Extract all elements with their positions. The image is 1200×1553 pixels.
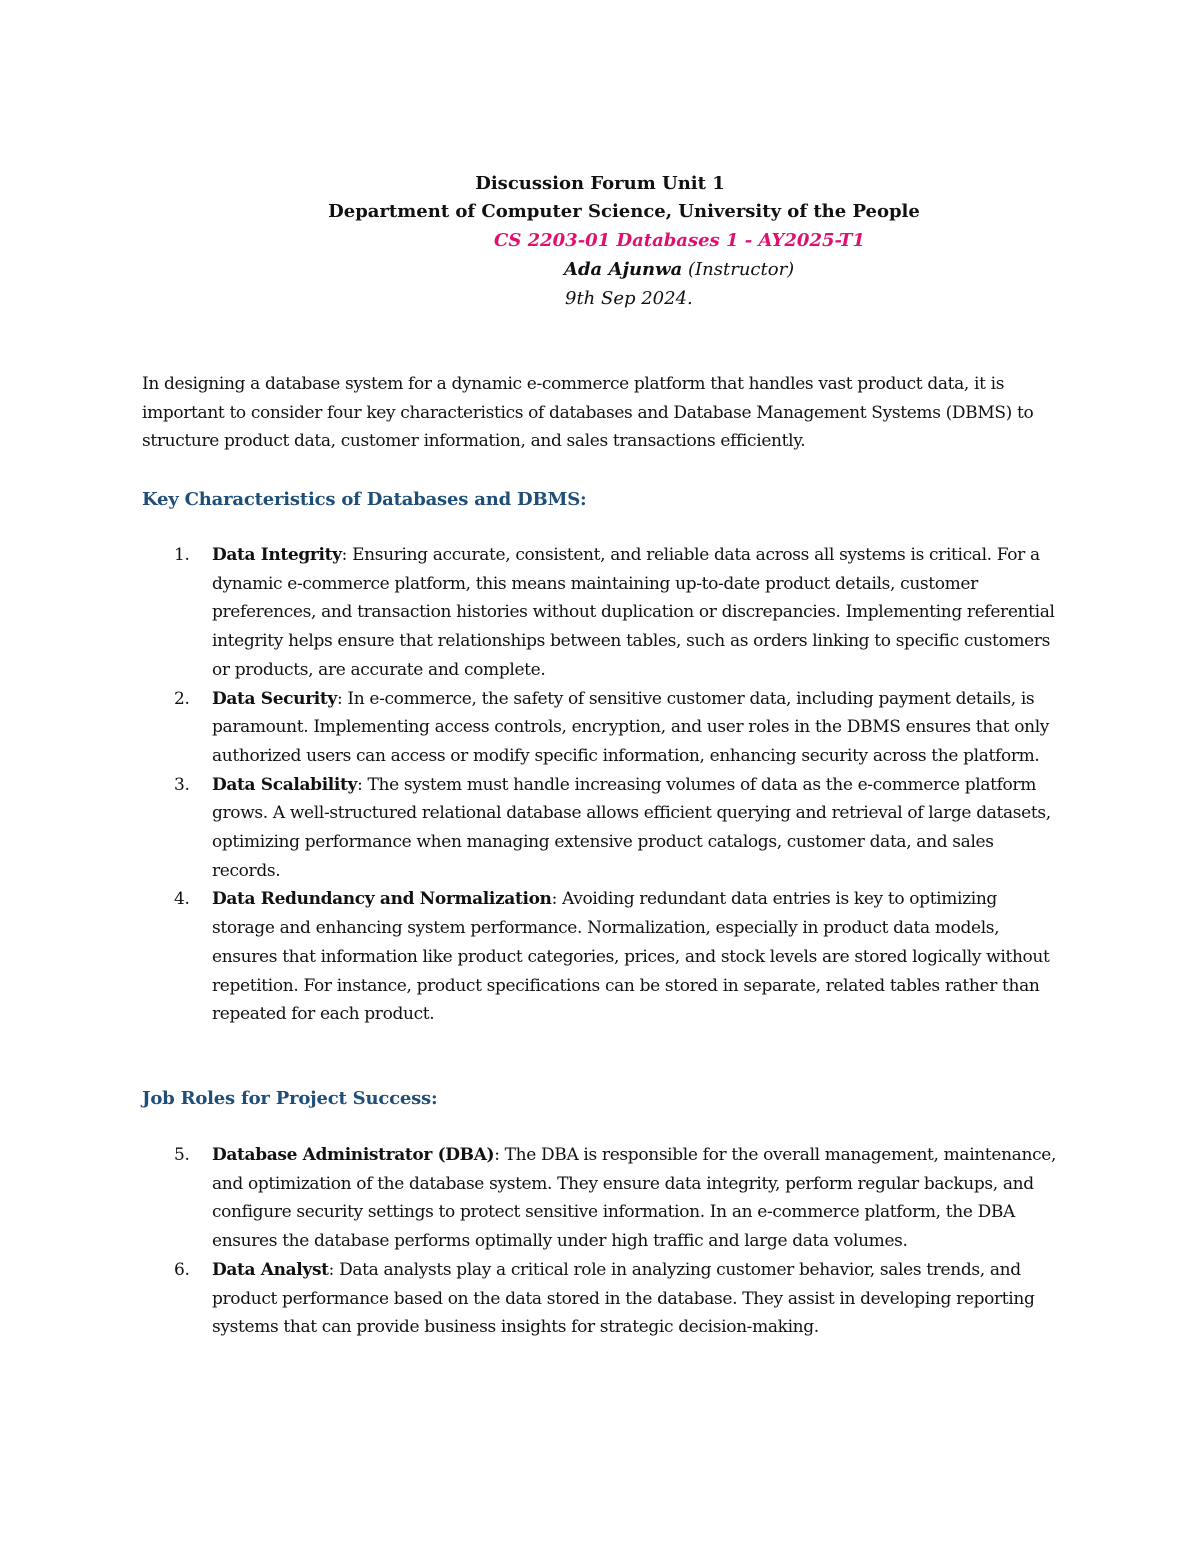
list-item xyxy=(0,1256,1062,1342)
list-item-text: : The DBA is responsible for the overall management, maintenance, and optimization of the database system. They ensure data integrity, perform regular backups, and configure security settings to protect sensitive information. In an e-commerce platform, the DBA ensures the database performs optimally under high traffic and large data volumes. xyxy=(212,1145,1057,1252)
list-item-number: 3. xyxy=(174,774,190,795)
characteristics-list xyxy=(0,541,1200,1029)
list-item-number: 4. xyxy=(174,889,190,910)
list-item-text: : Ensuring accurate, consistent, and reliable data across all systems is critical. For a dynamic e-commerce platform, this means maintaining up-to-date product details, customer preferences, and transaction histories without duplication or discrepancies. Implementing referential integrity helps ensure that relationships between tables, such as orders linking to specific customers or products, are accurate and complete. xyxy=(212,545,1055,680)
instructor-name: Ada Ajunwa xyxy=(564,259,683,280)
list-item xyxy=(0,885,1062,1029)
list-item xyxy=(0,685,1062,771)
list-item-text: : In e-commerce, the safety of sensitive customer data, including payment details, is paramount. Implementing access controls, encryption, and user roles in the DBMS ensures that only authorized users can access or modify specific information, enhancing security across the platform. xyxy=(212,688,1050,766)
list-item-term: Data Redundancy and Normalization xyxy=(212,889,552,910)
list-item xyxy=(0,1141,1062,1256)
list-item-term: Data Analyst xyxy=(212,1259,329,1280)
instructor-role: (Instructor) xyxy=(682,259,795,280)
list-item-text: : The system must handle increasing volumes of data as the e-commerce platform grows. A well-structured relational database allows efficient querying and retrieval of large datasets, optimizing performance when managing extensive product catalogs, customer data, and sales records. xyxy=(212,774,1051,881)
job-roles-heading: Job Roles for Project Success: xyxy=(142,1088,438,1109)
characteristics-heading: Key Characteristics of Databases and DBMS: xyxy=(142,489,587,510)
intro-paragraph: In designing a database system for a dynamic e-commerce platform that handles vast product data, it is important to consider four key characteristics of databases and Database Management Systems (DBMS) to structure product data, customer information, and sales transactions efficiently. xyxy=(142,374,1034,452)
list-item-text: : Data analysts play a critical role in analyzing customer behavior, sales trends, and product performance based on the data stored in the database. They assist in developing reporting systems that can provide business insights for strategic decision-making. xyxy=(212,1259,1035,1338)
list-item-number: 6. xyxy=(174,1259,190,1280)
instructor-line xyxy=(564,259,794,281)
list-item-term: Database Administrator (DBA) xyxy=(212,1145,495,1165)
list-item-text: : Avoiding redundant data entries is key to optimizing storage and enhancing system performance. Normalization, especially in product data models, ensures that information like product categories, prices, and stock levels are stored logically without repetition. For instance, product specifications can be stored in separate, related tables rather than repeated for each product. xyxy=(212,889,1050,1025)
date-line: 9th Sep 2024. xyxy=(565,288,693,309)
list-item-number: 5. xyxy=(174,1145,190,1165)
list-item-number: 2. xyxy=(174,688,190,709)
document-title: Discussion Forum Unit 1 xyxy=(475,173,725,194)
list-item-number: 1. xyxy=(174,545,190,565)
list-item xyxy=(0,541,1062,685)
list-item-term: Data Integrity xyxy=(212,545,342,565)
list-item-term: Data Scalability xyxy=(212,774,358,795)
department-line: Department of Computer Science, University of the People xyxy=(328,201,920,222)
course-line: CS 2203-01 Databases 1 - AY2025-T1 xyxy=(494,230,865,251)
job-roles-list xyxy=(0,1141,1200,1342)
list-item-term: Data Security xyxy=(212,688,337,709)
list-item xyxy=(0,771,1062,886)
